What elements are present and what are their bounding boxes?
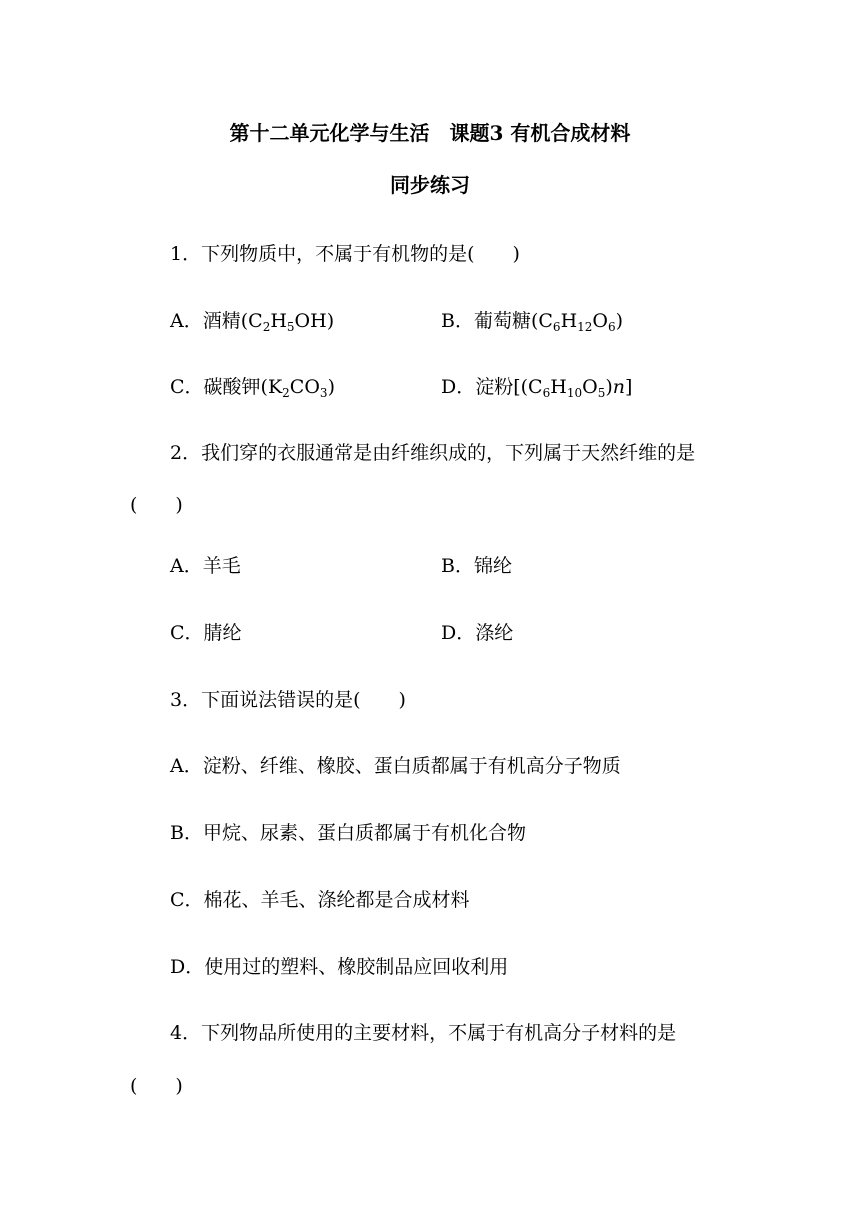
question-4-stem: 4．下列物品所使用的主要材料，不属于有机高分子材料的是: [170, 1022, 677, 1044]
q2-option-d: D．涤纶: [441, 622, 514, 644]
q1-option-a-label: A．酒精: [170, 310, 241, 332]
document-subtitle: 同步练习: [390, 173, 470, 197]
question-2-stem: 2．我们穿的衣服通常是由纤维织成的，下列属于天然纤维的是: [170, 442, 696, 464]
q1-option-d-label: D．淀粉: [441, 376, 514, 398]
question-4-stem-continuation: ( ): [130, 1075, 183, 1097]
q1-option-c-formula: $(K_2CO_3)$: [260, 376, 335, 400]
q3-option-a: A．淀粉、纤维、橡胶、蛋白质都属于有机高分子物质: [170, 755, 621, 777]
q2-option-a: A．羊毛: [170, 555, 241, 577]
q1-option-c: [170, 372, 335, 399]
q2-option-b: B．锦纶: [441, 555, 512, 577]
document-title: 第十二单元化学与生活 课题3 有机合成材料: [229, 121, 631, 145]
question-3-stem: 3．下面说法错误的是( ): [170, 689, 406, 711]
q1-option-c-label: C．碳酸钾: [170, 376, 261, 398]
q1-option-b: [441, 306, 623, 333]
q1-option-b-formula: $(C_6H_{12}O_6)$: [530, 310, 624, 334]
question-2-stem-continuation: ( ): [130, 494, 183, 516]
q1-option-d: [441, 372, 632, 399]
q3-option-d: D．使用过的塑料、橡胶制品应回收利用: [170, 956, 509, 978]
question-1-stem: 1．下列物质中，不属于有机物的是( ): [170, 243, 520, 265]
q1-option-a: [170, 306, 334, 333]
q1-option-d-formula: $[(C_6H_{10}O_5)n]$: [513, 376, 633, 400]
q1-option-a-formula: $(C_2H_5OH)$: [240, 310, 335, 334]
q1-option-b-label: B．葡萄糖: [441, 310, 531, 332]
q3-option-c: C．棉花、羊毛、涤纶都是合成材料: [170, 889, 470, 911]
q2-option-c: C．腈纶: [170, 622, 242, 644]
q3-option-b: B．甲烷、尿素、蛋白质都属于有机化合物: [170, 822, 526, 844]
